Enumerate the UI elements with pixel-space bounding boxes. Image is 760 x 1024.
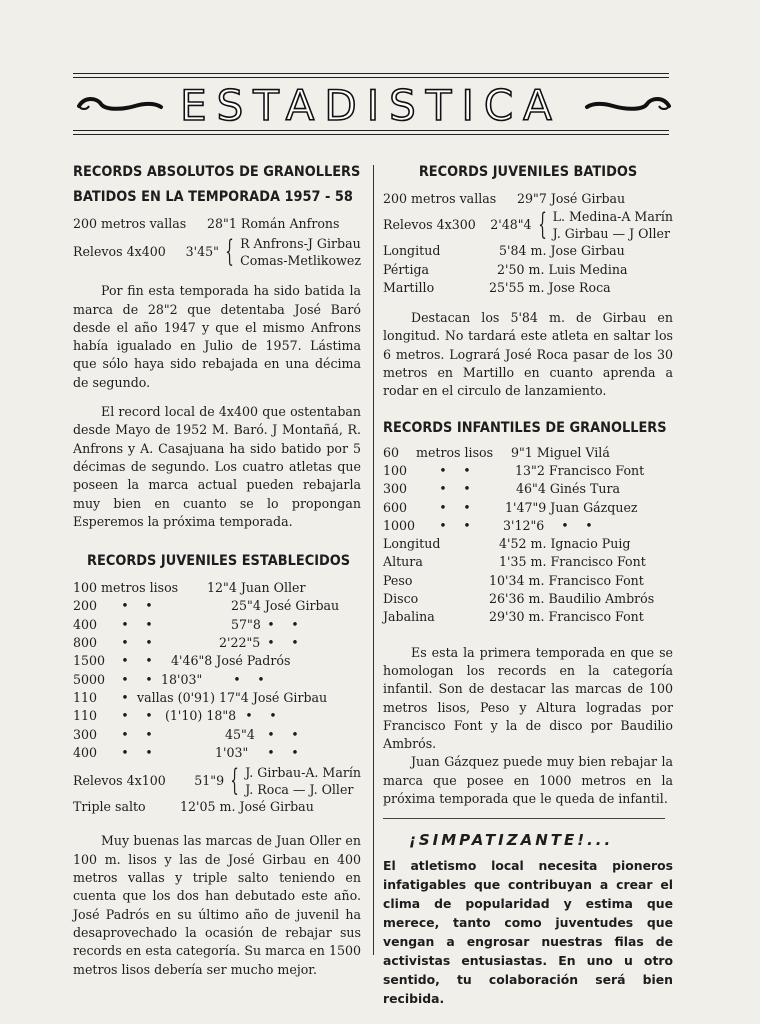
record-row bbox=[73, 764, 361, 798]
paragraph: Muy buenas las marcas de Juan Oller en 100 m. lisos y las de José Girbau en 400 metros vallas y triple salto teniendo en cuenta que los dos han debutado este año. José Padrós en su último año de juvenil ha desaprovechado la ocasión de rebajar sus records en esta categoría. Su marca en 1500 metros lisos debería ser mucho mejor. bbox=[73, 833, 361, 977]
table-row: Disco 26'36 m. Baudilio Ambrós bbox=[383, 591, 655, 607]
section-title-infant-records: RECORDS INFANTILES DE GRANOLLERS bbox=[383, 419, 667, 436]
record-event: Relevos 4x400 bbox=[73, 244, 166, 260]
juvenile-records-table bbox=[73, 579, 361, 762]
sympathizer-title: ¡SIMPATIZANTE!... bbox=[409, 831, 614, 850]
record-row: Longitud 5'84 m. Jose Girbau bbox=[383, 243, 625, 259]
relay-team-b: Comas-Metlikowez bbox=[240, 253, 361, 269]
relay-team-b: J. Roca — J. Oller bbox=[245, 782, 354, 798]
right-column bbox=[383, 160, 673, 1008]
right-swirl-ornament bbox=[583, 94, 673, 116]
relay-team-a: J. Girbau-A. Marín bbox=[245, 765, 361, 781]
record-row bbox=[73, 235, 361, 269]
record-row: Martillo 25'55 m. Jose Roca bbox=[383, 279, 611, 295]
brace: { bbox=[537, 207, 547, 243]
table-row: 1500 • • 4'46"8 José Padrós bbox=[73, 653, 291, 669]
table-row: Longitud 4'52 m. Ignacio Puig bbox=[383, 536, 631, 552]
record-event: Relevos 4x300 bbox=[383, 217, 476, 233]
left-column bbox=[73, 160, 361, 979]
table-row: Jabalina 29'30 m. Francisco Font bbox=[383, 609, 644, 625]
brace: { bbox=[230, 763, 239, 799]
table-row: 400 • • 1'03" • • bbox=[73, 744, 299, 760]
table-row: 300 • • 46"4 Ginés Tura bbox=[383, 481, 620, 497]
top-rule bbox=[73, 73, 669, 74]
relay-team-a: L. Medina-A Marín bbox=[552, 209, 673, 225]
table-row: Peso 10'34 m. Francisco Font bbox=[383, 572, 644, 588]
paragraph: Destacan los 5'84 m. de Girbau en longitud. No tardará este atleta en saltar los 6 metros. Logrará José Roca pasar de los 30 metros en Martillo en cuanto aprenda a rodar en el circulo de lanzamiento. bbox=[383, 310, 673, 399]
record-event: 200 metros vallas bbox=[383, 191, 497, 206]
paragraph: Por fin esta temporada ha sido batida la marca de 28"2 que detentaba José Baró desde el año 1947 y que el mismo Anfrons había igualado en Julio de 1957. Lástima que sólo haya sido rebajada en una décima de segundo. bbox=[73, 283, 361, 390]
table-row: 100 metros lisos 12"4 Juan Oller bbox=[73, 580, 306, 596]
table-row: 800 • • 2'22"5 • • bbox=[73, 635, 299, 651]
record-row: Pértiga 2'50 m. Luis Medina bbox=[383, 261, 628, 277]
table-row: 600 • • 1'47"9 Juan Gázquez bbox=[383, 499, 638, 515]
record-event: Relevos 4x100 bbox=[73, 772, 166, 788]
page-title: ESTADISTICA bbox=[180, 80, 562, 130]
record-row bbox=[73, 798, 361, 816]
section-title-juvenile-broken: RECORDS JUVENILES BATIDOS bbox=[418, 164, 638, 180]
record-mark: 28"1 Román Anfrons bbox=[207, 216, 340, 231]
table-row: Altura 1'35 m. Francisco Font bbox=[383, 554, 646, 570]
divider bbox=[383, 818, 665, 819]
section-title-juvenile-established: RECORDS JUVENILES ESTABLECIDOS bbox=[87, 553, 351, 570]
section-title-absolute-records: RECORDS ABSOLUTOS DE GRANOLLERS bbox=[73, 164, 361, 180]
table-row: 400 • • 57"8 • • bbox=[73, 616, 299, 632]
record-mark: 29"7 José Girbau bbox=[517, 191, 626, 206]
infant-records-table bbox=[383, 444, 673, 627]
relay-team-a: R Anfrons-J Girbau bbox=[240, 236, 361, 252]
record-event: Triple salto bbox=[73, 799, 146, 815]
masthead bbox=[73, 78, 669, 132]
relay-team-b: J. Girbau — J Oller bbox=[552, 226, 671, 242]
paragraph: El record local de 4x400 que ostentaban desde Mayo de 1952 M. Baró. J Montañá, R. Anfrons y A. Casajuana ha sido batido por 5 décimas de segundo. Los cuatro atletas que poseen la marca actual pueden rebajarla muy bien en cuanto se lo propongan Esperemos la próxima temporada. bbox=[73, 404, 361, 529]
record-row bbox=[383, 190, 673, 208]
record-mark: 51"9 bbox=[194, 772, 225, 788]
table-row: 5000 • • 18'03" • • bbox=[73, 671, 265, 687]
column-separator bbox=[373, 165, 374, 955]
table-row: 1000 • • 3'12"6 • • bbox=[383, 517, 593, 533]
record-mark: 3'45" bbox=[185, 244, 219, 260]
record-mark: 2'48"4 bbox=[490, 217, 532, 233]
record-row bbox=[73, 215, 361, 233]
sympathizer-text: El atletismo local necesita pioneros infatigables que contribuyan a crear el clima de popularidad y estima que merece, tanto como juventudes que vengan a engrosar nuestras filas de activistas entusiastas. En uno u otro sentido, tu colaboración será bien recibida. bbox=[383, 857, 673, 1006]
table-row: 60 metros lisos 9"1 Miguel Vilá bbox=[383, 444, 610, 460]
paragraph: Es esta la primera temporada en que se homologan los records en la categoría infantil. Son de destacar las marcas de 100 metros lisos, Peso y Altura logradas por Francisco Font y la de disco por Baudilio Ambrós. bbox=[383, 644, 673, 752]
brace: { bbox=[225, 234, 234, 270]
bottom-rule bbox=[73, 130, 669, 131]
section-title-absolute-records-line2: BATIDOS EN LA TEMPORADA 1957 - 58 bbox=[73, 189, 353, 205]
record-event: 200 metros vallas bbox=[73, 216, 187, 231]
table-row: 100 • • 13"2 Francisco Font bbox=[383, 462, 645, 478]
record-row bbox=[383, 208, 673, 242]
table-row: 110 • vallas (0'91) 17"4 José Girbau bbox=[73, 689, 328, 705]
table-row: 200 • • 25"4 José Girbau bbox=[73, 598, 340, 614]
table-row: 300 • • 45"4 • • bbox=[73, 726, 299, 742]
record-mark: 12'05 m. José Girbau bbox=[180, 799, 314, 815]
table-row: 110 • • (1'10) 18"8 • • bbox=[73, 708, 277, 724]
paragraph: Juan Gázquez puede muy bien rebajar la marca que posee en 1000 metros en la próxima temporada que le queda de infantil. bbox=[383, 754, 673, 807]
bottom-rule-inner bbox=[73, 134, 669, 135]
